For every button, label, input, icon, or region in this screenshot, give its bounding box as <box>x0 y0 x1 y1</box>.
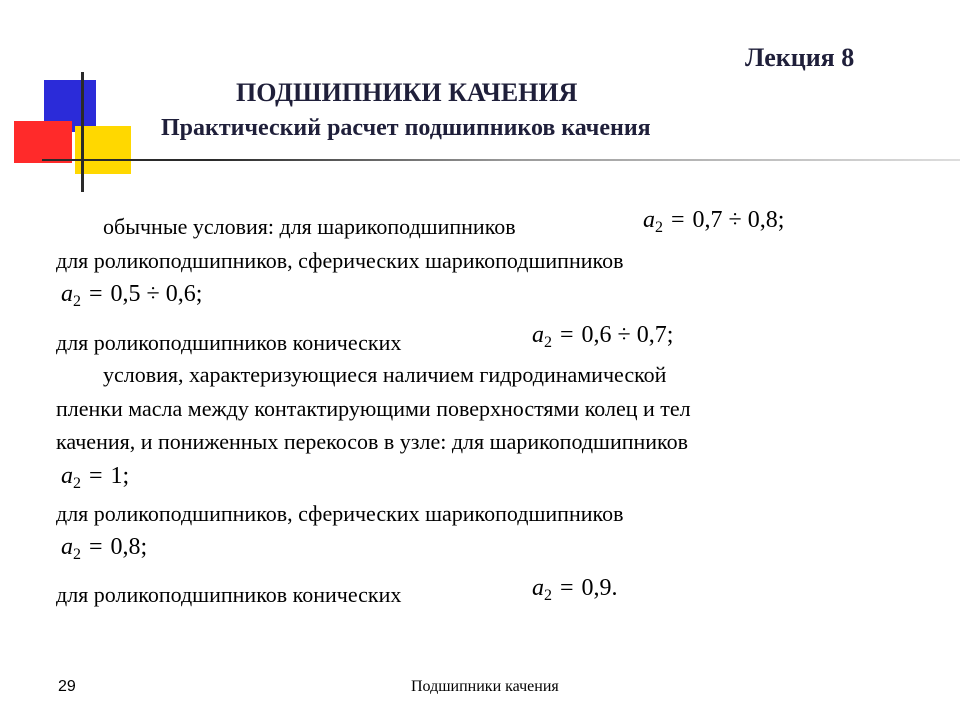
formula-variable: a <box>61 281 73 307</box>
formula-subscript: 2 <box>655 219 663 236</box>
header-divider <box>212 159 960 161</box>
formula-value: 0,8 <box>110 534 141 560</box>
formula-equals: = <box>89 281 103 307</box>
formula-6 <box>532 574 618 610</box>
decor-red-square <box>14 121 72 163</box>
slide-title: ПОДШИПНИКИ КАЧЕНИЯ <box>236 78 578 107</box>
formula-subscript: 2 <box>544 334 552 351</box>
formula-3 <box>532 321 673 357</box>
formula-variable: a <box>643 207 655 233</box>
text-line-4: для роликоподшипников, сферических шарикоподшипников <box>56 501 624 526</box>
lecture-number: Лекция 8 <box>745 43 855 72</box>
formula-end: ; <box>122 463 130 489</box>
paragraph-line-1: условия, характеризующиеся наличием гидродинамической <box>103 362 667 387</box>
formula-value: 0,5 ÷ 0,6 <box>110 281 196 307</box>
slide-subtitle: Практический расчет подшипников качения <box>161 115 651 141</box>
page-number: 29 <box>58 678 76 695</box>
formula-variable: a <box>532 575 544 601</box>
footer-title: Подшипники качения <box>411 678 559 695</box>
text-line-3: для роликоподшипников конических <box>56 330 402 355</box>
formula-end: ; <box>195 281 203 307</box>
decor-horizontal-line <box>42 159 212 161</box>
formula-value: 0,9 <box>581 575 612 601</box>
text-line-1: обычные условия: для шарикоподшипников <box>103 214 516 239</box>
formula-variable: a <box>61 463 73 489</box>
formula-value: 0,7 ÷ 0,8 <box>692 207 778 233</box>
formula-equals: = <box>89 463 103 489</box>
formula-end: ; <box>140 534 148 560</box>
formula-equals: = <box>671 207 685 233</box>
formula-variable: a <box>532 322 544 348</box>
formula-subscript: 2 <box>73 546 81 563</box>
formula-subscript: 2 <box>73 475 81 492</box>
formula-subscript: 2 <box>544 587 552 604</box>
formula-variable: a <box>61 534 73 560</box>
decor-vertical-line <box>81 72 84 192</box>
formula-1 <box>643 206 784 242</box>
formula-value: 0,6 ÷ 0,7 <box>581 322 667 348</box>
formula-equals: = <box>560 575 574 601</box>
formula-end: ; <box>666 322 674 348</box>
text-line-5: для роликоподшипников конических <box>56 582 402 607</box>
paragraph-line-2: пленки масла между контактирующими поверхностями колец и тел <box>56 396 691 421</box>
text-line-2: для роликоподшипников, сферических шарикоподшипников <box>56 248 624 273</box>
formula-end: . <box>611 575 618 601</box>
paragraph-line-3: качения, и пониженных перекосов в узле: для шарикоподшипников <box>56 429 689 454</box>
formula-end: ; <box>777 207 785 233</box>
formula-subscript: 2 <box>73 293 81 310</box>
formula-value: 1 <box>110 463 123 489</box>
formula-equals: = <box>560 322 574 348</box>
formula-2 <box>61 280 202 316</box>
formula-5 <box>61 533 147 569</box>
formula-4 <box>61 462 129 498</box>
formula-equals: = <box>89 534 103 560</box>
